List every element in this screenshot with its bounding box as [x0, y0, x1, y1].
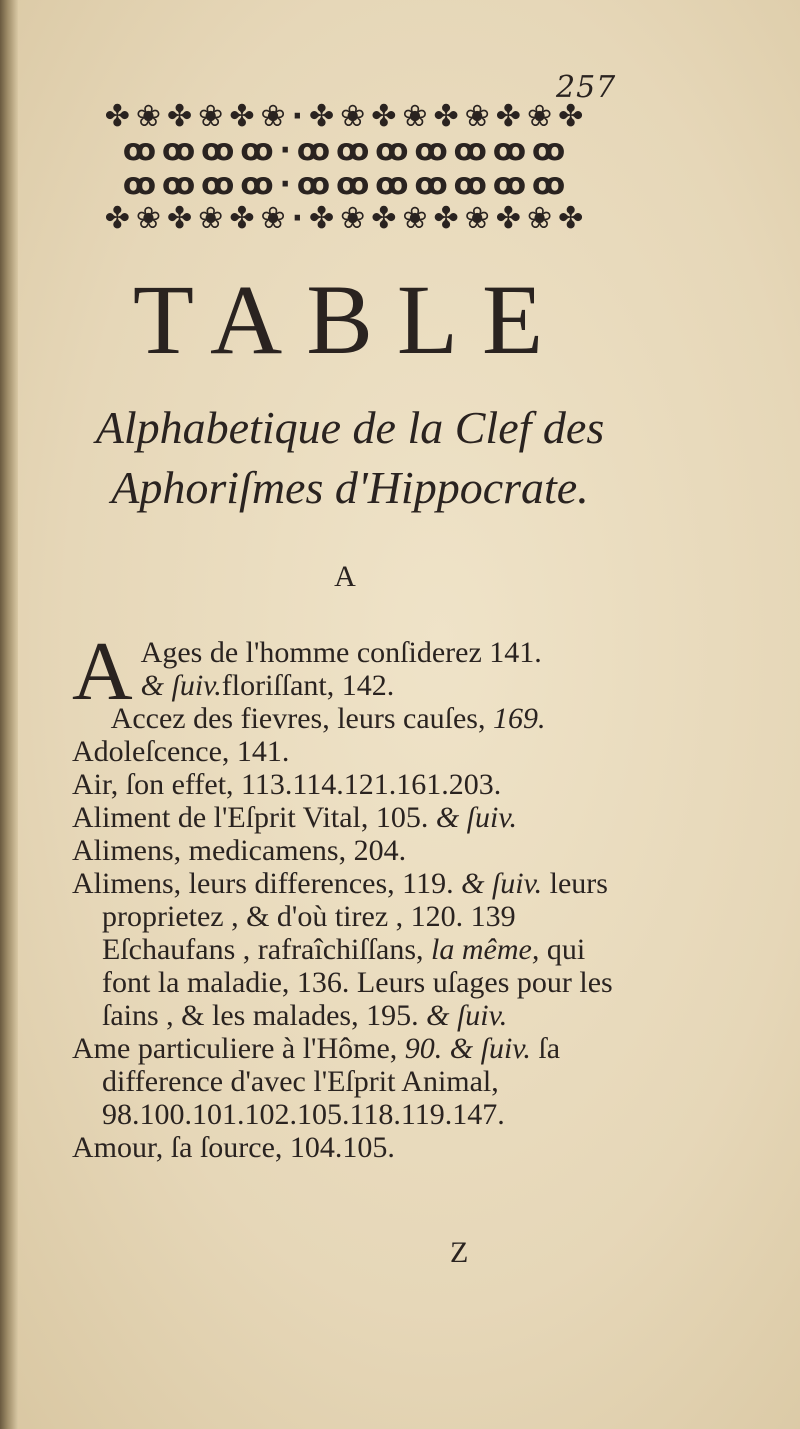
index-entry — [72, 1032, 632, 1131]
printers-ornament-band — [74, 100, 620, 240]
page-number: 257 — [556, 70, 617, 105]
entry-text: qui font la maladie, 136. Leurs uſages pour les ſains , & les malades, 195. — [102, 933, 613, 1032]
entry-text: Amour, ſa ſource, 104.105. — [72, 1131, 395, 1164]
index-entry — [72, 867, 632, 1032]
index-entry — [72, 768, 632, 801]
entry-text: Adoleſcence, 141. — [72, 735, 290, 768]
index-list — [72, 625, 632, 1164]
page-title: TABLE — [132, 264, 568, 375]
entry-text: Aliment de l'Eſprit Vital, 105. — [72, 801, 436, 834]
entry-text: Ages de l'homme conſiderez 141. — [140, 636, 542, 669]
entry-text: Ame particuliere à l'Hôme, — [72, 1032, 405, 1065]
entry-italic: & ſuiv. — [140, 669, 222, 702]
entry-text: Accez des fievres, leurs cauſes, — [110, 702, 493, 735]
ornament-row: ꝏꝏꝏꝏ·ꝏꝏꝏꝏꝏꝏꝏ — [122, 168, 572, 202]
ornament-row: ꝏꝏꝏꝏ·ꝏꝏꝏꝏꝏꝏꝏ — [122, 134, 572, 168]
entry-text: Alimens, medicamens, 204. — [72, 834, 407, 867]
entry-italic: & ſuiv. — [435, 801, 517, 834]
entry-italic: 169. — [492, 702, 546, 735]
entry-italic: & ſuiv. — [461, 867, 543, 900]
index-entry — [72, 1131, 632, 1164]
entry-text: ſa difference d'avec l'Eſprit Animal, 98.100.101.102.105.118.119.147. — [102, 1032, 561, 1131]
ornament-row: ✤❀✤❀✤❀·✤❀✤❀✤❀✤❀✤ — [104, 202, 590, 236]
subtitle — [60, 398, 640, 518]
entry-italic: la même, — [431, 933, 540, 966]
subtitle-line: Aphoriſmes d'Hippocrate. — [111, 462, 589, 513]
entry-italic: & ſuiv. — [426, 999, 508, 1032]
drop-capital: A — [72, 625, 133, 718]
ornament-row: ✤❀✤❀✤❀·✤❀✤❀✤❀✤❀✤ — [104, 100, 590, 134]
index-entry — [72, 834, 632, 867]
index-entry — [72, 735, 632, 768]
book-gutter — [0, 0, 18, 1429]
entry-text: Alimens, leurs differences, 119. — [72, 867, 462, 900]
entry-italic: 90. & ſuiv. — [404, 1032, 531, 1065]
subtitle-line: Alphabetique de la Clef des — [95, 402, 605, 453]
index-entry — [72, 625, 632, 718]
index-entry — [72, 801, 632, 834]
catchword: Z — [450, 1236, 469, 1269]
entry-text: floriſſant, 142. — [221, 669, 395, 702]
entry-text: leurs proprietez , & d'où tirez , 120. 139 Eſchaufans , rafraîchiſſans, — [102, 867, 608, 966]
section-heading: A — [334, 560, 356, 593]
index-entry — [72, 702, 632, 735]
entry-text: Air, ſon effet, 113.114.121.161.203. — [72, 768, 502, 801]
